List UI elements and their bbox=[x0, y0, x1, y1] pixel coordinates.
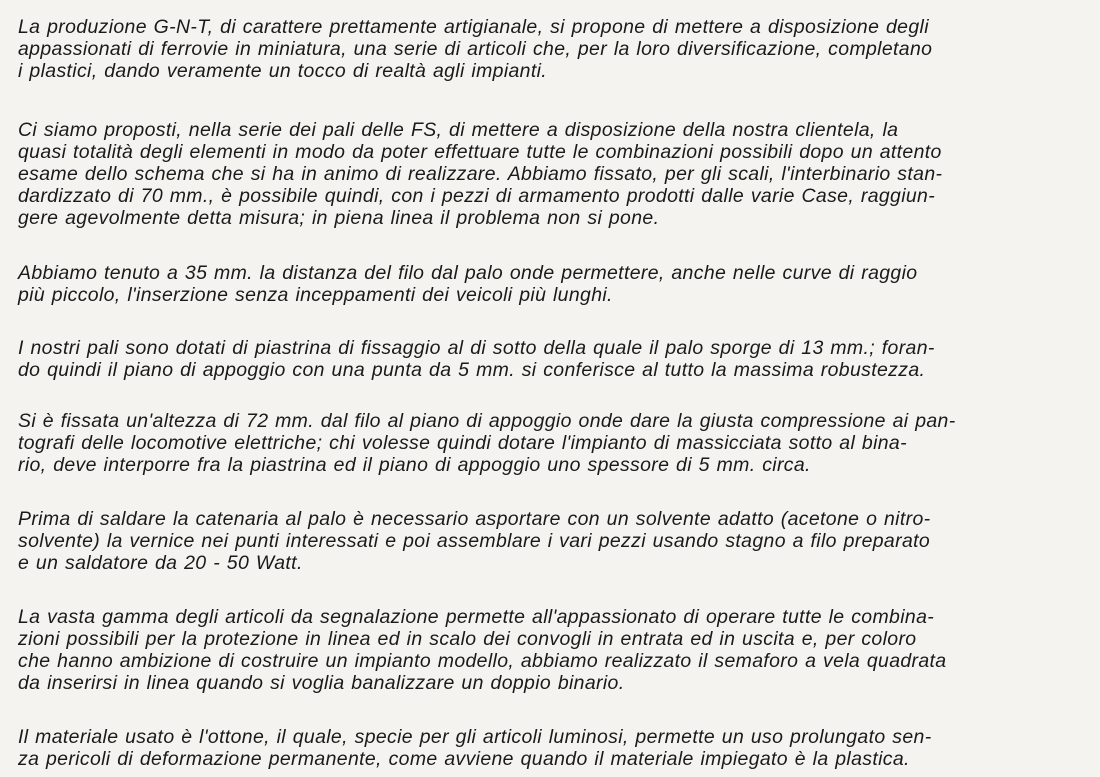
paragraph-fs-poles bbox=[18, 119, 1098, 229]
text-line: esame dello schema che si ha in animo di realizzare. Abbiamo fissato, per gli scali, l'interbinario stan- bbox=[18, 163, 943, 185]
text-line: do quindi il piano di appoggio con una punta da 5 mm. si conferisce al tutto la massima robustezza. bbox=[18, 359, 926, 381]
text-line: rio, deve interporre fra la piastrina ed il piano di appoggio uno spessore di 5 mm. circa. bbox=[18, 454, 811, 476]
paragraph-soldering bbox=[18, 508, 1098, 574]
text-line: che hanno ambizione di costruire un impianto modello, abbiamo realizzato il semaforo a vela quadrata bbox=[18, 650, 947, 672]
text-line: Ci siamo proposti, nella serie dei pali delle FS, di mettere a disposizione della nostra clientela, la bbox=[18, 119, 899, 141]
paragraph-material bbox=[18, 726, 1098, 770]
text-line: dardizzato di 70 mm., è possibile quindi, con i pezzi di armamento prodotti dalle varie Case, raggiun- bbox=[18, 185, 936, 207]
text-line: Prima di saldare la catenaria al palo è necessario asportare con un solvente adatto (acetone o nitro- bbox=[18, 508, 931, 530]
text-line: za pericoli di deformazione permanente, come avviene quando il materiale impiegato è la plastica. bbox=[18, 748, 910, 770]
text-line: zioni possibili per la protezione in linea ed in scalo dei convogli in entrata ed in uscita e, per coloro bbox=[18, 628, 917, 650]
text-line: appassionati di ferrovie in miniatura, una serie di articoli che, per la loro diversificazione, completano bbox=[18, 38, 933, 60]
paragraph-mounting-plate bbox=[18, 337, 1098, 381]
text-line: i plastici, dando veramente un tocco di realtà agli impianti. bbox=[18, 60, 548, 82]
text-line: La produzione G-N-T, di carattere prettamente artigianale, si propone di mettere a disposizione degli bbox=[18, 16, 929, 38]
text-line: solvente) la vernice nei punti interessati e poi assemblare i vari pezzi usando stagno a filo preparato bbox=[18, 530, 931, 552]
text-line: Il materiale usato è l'ottone, il quale, specie per gli articoli luminosi, permette un uso prolungato sen- bbox=[18, 726, 932, 748]
text-line: Si è fissata un'altezza di 72 mm. dal filo al piano di appoggio onde dare la giusta compressione ai pan- bbox=[18, 410, 956, 432]
paragraph-intro bbox=[18, 16, 1098, 82]
text-line: da inserirsi in linea quando si voglia banalizzare un doppio binario. bbox=[18, 672, 625, 694]
text-line: e un saldatore da 20 - 50 Watt. bbox=[18, 552, 303, 574]
paragraph-wire-height bbox=[18, 410, 1098, 476]
text-line: quasi totalità degli elementi in modo da poter effettuare tutte le combinazioni possibili dopo un attento bbox=[18, 141, 942, 163]
text-line: tografi delle locomotive elettriche; chi volesse quindi dotare l'impianto di massicciata sotto al bina- bbox=[18, 432, 907, 454]
text-line: gere agevolmente detta misura; in piena linea il problema non si pone. bbox=[18, 207, 660, 229]
paragraph-signalling bbox=[18, 606, 1098, 694]
text-line: I nostri pali sono dotati di piastrina di fissaggio al di sotto della quale il palo sporge di 13 mm.; foran- bbox=[18, 337, 935, 359]
text-line: Abbiamo tenuto a 35 mm. la distanza del filo dal palo onde permettere, anche nelle curve di raggio bbox=[18, 262, 918, 284]
paragraph-wire-distance bbox=[18, 262, 1098, 306]
text-line: più piccolo, l'inserzione senza inceppamenti dei veicoli più lunghi. bbox=[18, 284, 613, 306]
text-line: La vasta gamma degli articoli da segnalazione permette all'appassionato di operare tutte le combina- bbox=[18, 606, 935, 628]
